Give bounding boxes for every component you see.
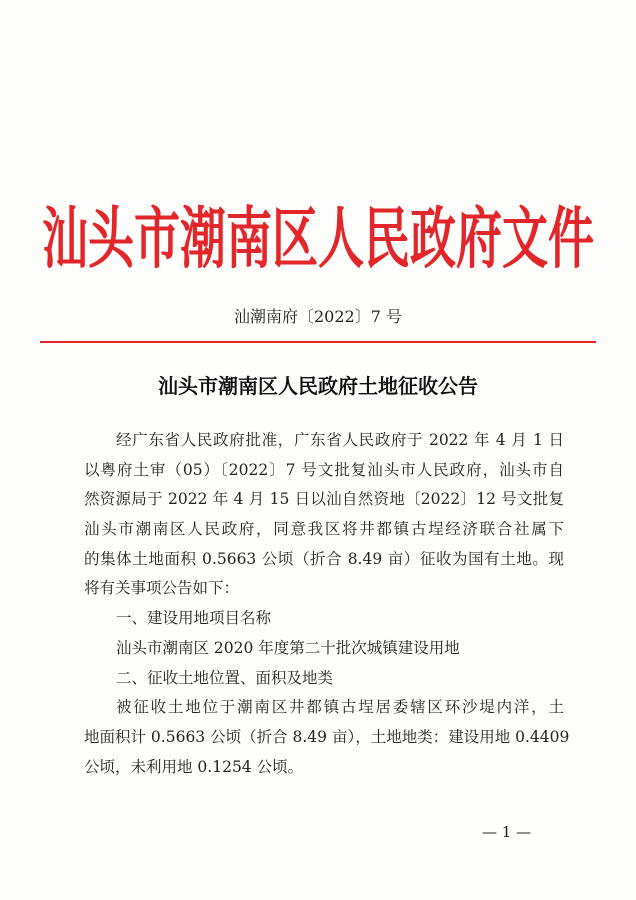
body-line: 被征收土地位于潮南区井都镇古埕居委辖区环沙堤内洋，土	[116, 698, 564, 717]
body-line: 汕头市潮南区 2020 年度第二十批次城镇建设用地	[116, 638, 460, 657]
document-number: 汕潮南府〔2022〕7 号	[234, 307, 402, 326]
section-heading-project-name: 一、建设用地项目名称	[116, 609, 272, 628]
red-divider-line	[40, 341, 596, 343]
section-heading-location-area: 二、征收土地位置、面积及地类	[116, 668, 334, 687]
body-line: 公顷，未利用地 0.1254 公顷。	[84, 757, 304, 776]
body-line: 经广东省人民政府批准，广东省人民政府于 2022 年 4 月 1 日	[116, 431, 564, 449]
body-line: 的集体土地面积 0.5663 公顷（折合 8.49 亩）征收为国有土地。现	[84, 549, 564, 568]
body-line: 汕头市潮南区人民政府，同意我区将井都镇古埕经济联合社属下	[84, 520, 564, 539]
announcement-title: 汕头市潮南区人民政府土地征收公告	[158, 374, 478, 398]
body-line: 将有关事项公告如下：	[84, 579, 240, 598]
body-line: 地面积计 0.5663 公顷（折合 8.49 亩），土地地类：建设用地 0.4409	[84, 727, 570, 746]
page-number: — 1 —	[482, 823, 532, 841]
announcement-body	[84, 426, 570, 782]
document-masthead: 汕头市潮南区人民政府文件	[42, 199, 594, 278]
body-line: 以粤府土审（05）〔2022〕7 号文批复汕头市人民政府，汕头市自	[84, 460, 564, 479]
body-line: 然资源局于 2022 年 4 月 15 日以汕自然资地〔2022〕12 号文批复	[84, 490, 564, 509]
